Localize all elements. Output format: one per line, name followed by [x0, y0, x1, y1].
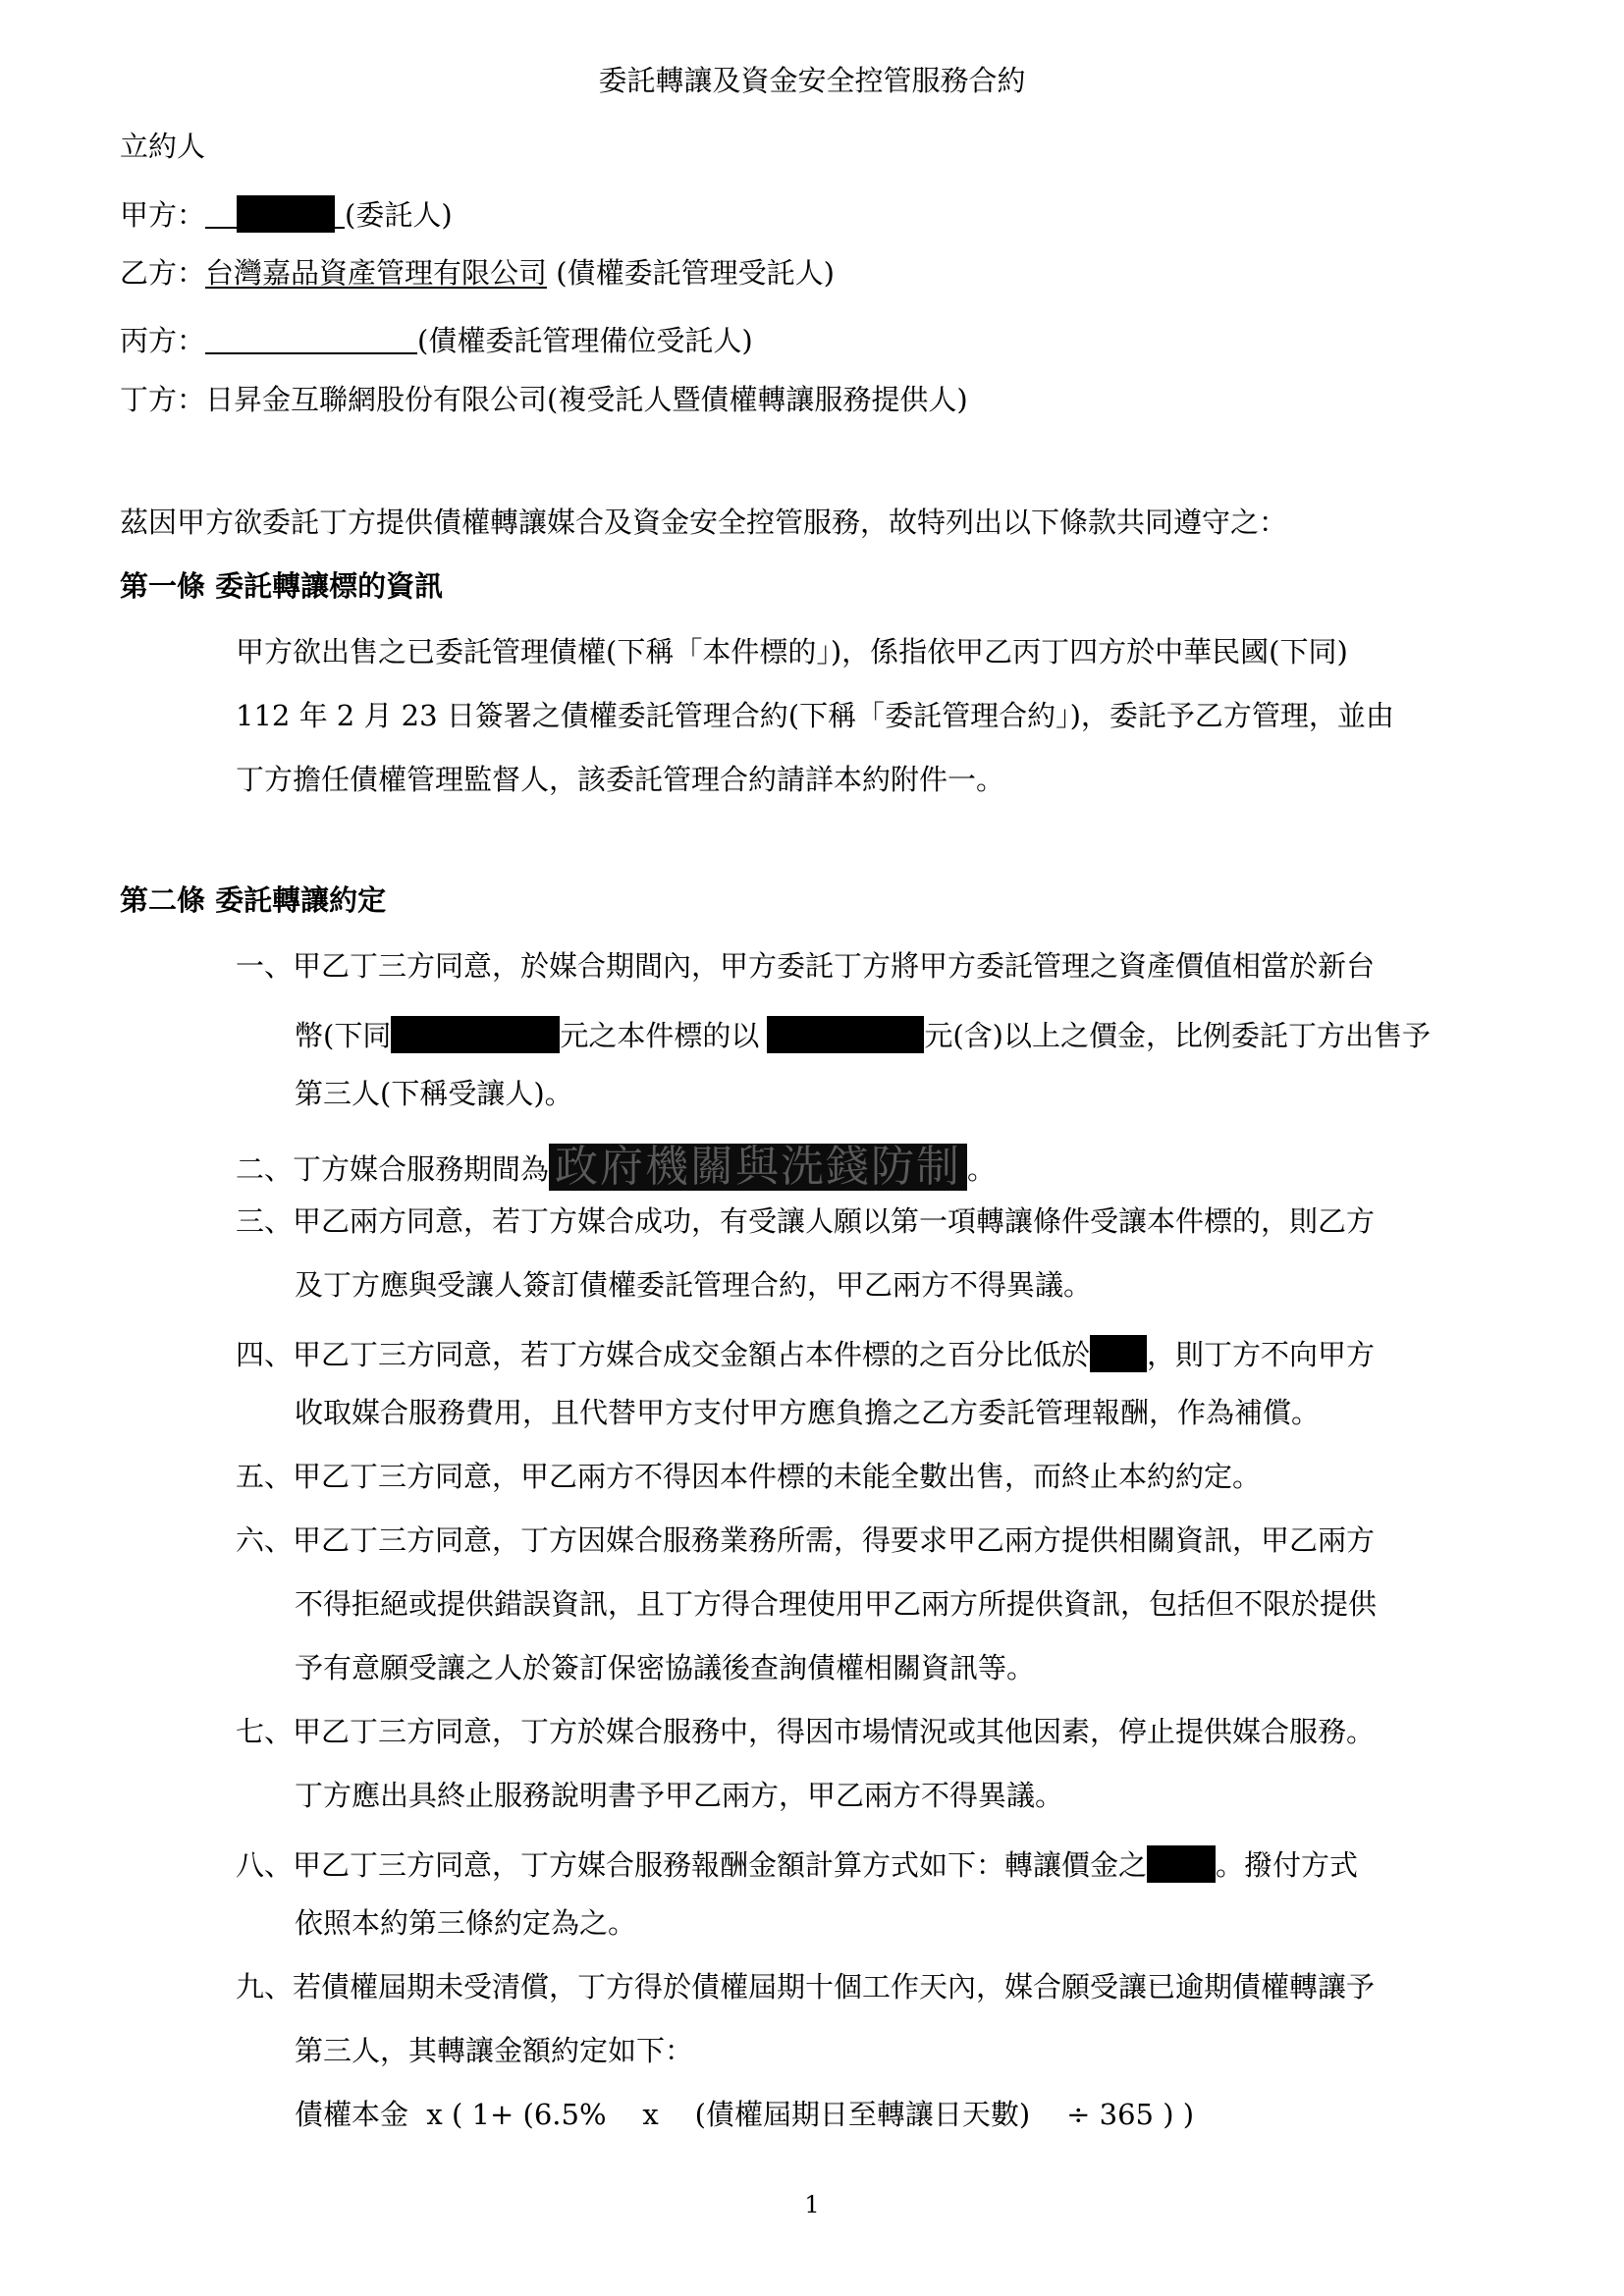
article1-heading: 第一條 委託轉讓標的資訊 — [120, 569, 444, 603]
formula: 債權本金 x ( 1+ (6.5% x (債權屆期日至轉讓日天數) ÷ 365 ) ) — [295, 2098, 1195, 2131]
party-b-label: 乙方： — [120, 256, 206, 290]
party-c-line — [120, 323, 753, 355]
clause4-text: 四、甲乙丁三方同意，若丁方媒合成交金額占本件標的之百分比低於 — [236, 1338, 1091, 1371]
clause6-line2: 不得拒絕或提供錯誤資訊，且丁方得合理使用甲乙兩方所提供資訊，包括但不限於提供 — [295, 1587, 1378, 1621]
clause8-line2: 依照本約第三條約定為之。 — [295, 1906, 637, 1940]
clause8-text: 。撥付方式 — [1216, 1848, 1359, 1882]
parties-heading: 立約人 — [120, 130, 206, 163]
clause9-line1: 九、若債權屆期未受清償，丁方得於債權屆期十個工作天內，媒合願受讓已逾期債權轉讓予 — [236, 1970, 1376, 2003]
clause4-text: ，則丁方不向甲方 — [1147, 1338, 1376, 1371]
party-b-line — [120, 256, 835, 290]
party-d-line — [120, 383, 968, 416]
clause4-line1 — [236, 1335, 1375, 1372]
clause2-text: 二、丁方媒合服務期間為 — [236, 1152, 550, 1186]
clause9-line2: 第三人，其轉讓金額約定如下： — [295, 2034, 694, 2067]
clause8-line1 — [236, 1845, 1358, 1883]
clause6-line1: 六、甲乙丁三方同意，丁方因媒合服務業務所需，得要求甲乙兩方提供相關資訊，甲乙兩方 — [236, 1523, 1376, 1557]
redaction-block — [1147, 1845, 1216, 1883]
party-a-label: 甲方： — [120, 198, 206, 232]
redaction-block — [237, 195, 335, 233]
party-d-label: 丁方： — [120, 383, 206, 416]
article1-line: 112 年 2 月 23 日簽署之債權委託管理合約(下稱「委託管理合約」)，委託予乙方管理，並由 — [236, 699, 1394, 732]
party-a-suffix: (委託人) — [345, 198, 453, 232]
clause5-line: 五、甲乙丁三方同意，甲乙兩方不得因本件標的未能全數出售，而終止本約約定。 — [236, 1460, 1262, 1493]
party-c-suffix: (債權委託管理備位受託人) — [417, 324, 753, 357]
document-title: 委託轉讓及資金安全控管服務合約 — [598, 64, 1026, 97]
blank-underline — [205, 197, 237, 229]
redaction-block — [767, 1016, 924, 1053]
clause4-line2: 收取媒合服務費用，且代替甲方支付甲方應負擔之乙方委託管理報酬，作為補償。 — [295, 1396, 1321, 1429]
clause1-text: 元(含)以上之價金，比例委託丁方出售予 — [924, 1019, 1431, 1052]
clause1-text: 幣(下同 — [295, 1019, 392, 1052]
redaction-block — [1090, 1335, 1147, 1372]
article2-heading: 第二條 委託轉讓約定 — [120, 883, 387, 917]
redaction-block — [391, 1016, 560, 1053]
clause2-line — [236, 1144, 996, 1191]
clause7-line2: 丁方應出具終止服務說明書予甲乙兩方，甲乙兩方不得異議。 — [295, 1779, 1064, 1812]
clause8-text: 八、甲乙丁三方同意，丁方媒合服務報酬金額計算方式如下：轉讓價金之 — [236, 1848, 1148, 1882]
clause1-line1: 一、甲乙丁三方同意，於媒合期間內，甲方委託丁方將甲方委託管理之資產價值相當於新台 — [236, 949, 1376, 983]
clause1-text: 元之本件標的以 — [560, 1019, 760, 1052]
party-a-line — [120, 195, 453, 233]
clause3-line1: 三、甲乙兩方同意，若丁方媒合成功，有受讓人願以第一項轉讓條件受讓本件標的，則乙方 — [236, 1204, 1376, 1238]
article1-line: 甲方欲出售之已委託管理債權(下稱「本件標的」)，係指依甲乙丙丁四方於中華民國(下同) — [236, 635, 1348, 668]
party-c-label: 丙方： — [120, 324, 206, 357]
party-d-text: 日昇金互聯網股份有限公司(複受託人暨債權轉讓服務提供人) — [205, 383, 968, 416]
clause3-line2: 及丁方應與受讓人簽訂債權委託管理合約，甲乙兩方不得異議。 — [295, 1268, 1093, 1302]
party-b-name: 台灣嘉品資產管理有限公司 — [205, 256, 548, 290]
page-number: 1 — [804, 2191, 820, 2218]
party-b-suffix: (債權委託管理受託人) — [547, 256, 835, 290]
clause7-line1: 七、甲乙丁三方同意，丁方於媒合服務中，得因市場情況或其他因素，停止提供媒合服務。 — [236, 1715, 1376, 1748]
clause1-line3: 第三人(下稱受讓人)。 — [295, 1077, 573, 1110]
blank-underline — [205, 323, 417, 354]
article1-line: 丁方擔任債權管理監督人，該委託管理合約請詳本約附件一。 — [236, 763, 1005, 796]
preamble: 茲因甲方欲委託丁方提供債權轉讓媒合及資金安全控管服務，故特列出以下條款共同遵守之： — [120, 506, 1288, 539]
clause6-line3: 予有意願受讓之人於簽訂保密協議後查詢債權相關資訊等。 — [295, 1651, 1036, 1684]
clause1-line2 — [295, 1016, 1431, 1053]
clause2-text: 。 — [967, 1152, 997, 1186]
watermark-overlay: 政府機關與洗錢防制 — [549, 1144, 967, 1191]
blank-underline — [335, 197, 345, 229]
